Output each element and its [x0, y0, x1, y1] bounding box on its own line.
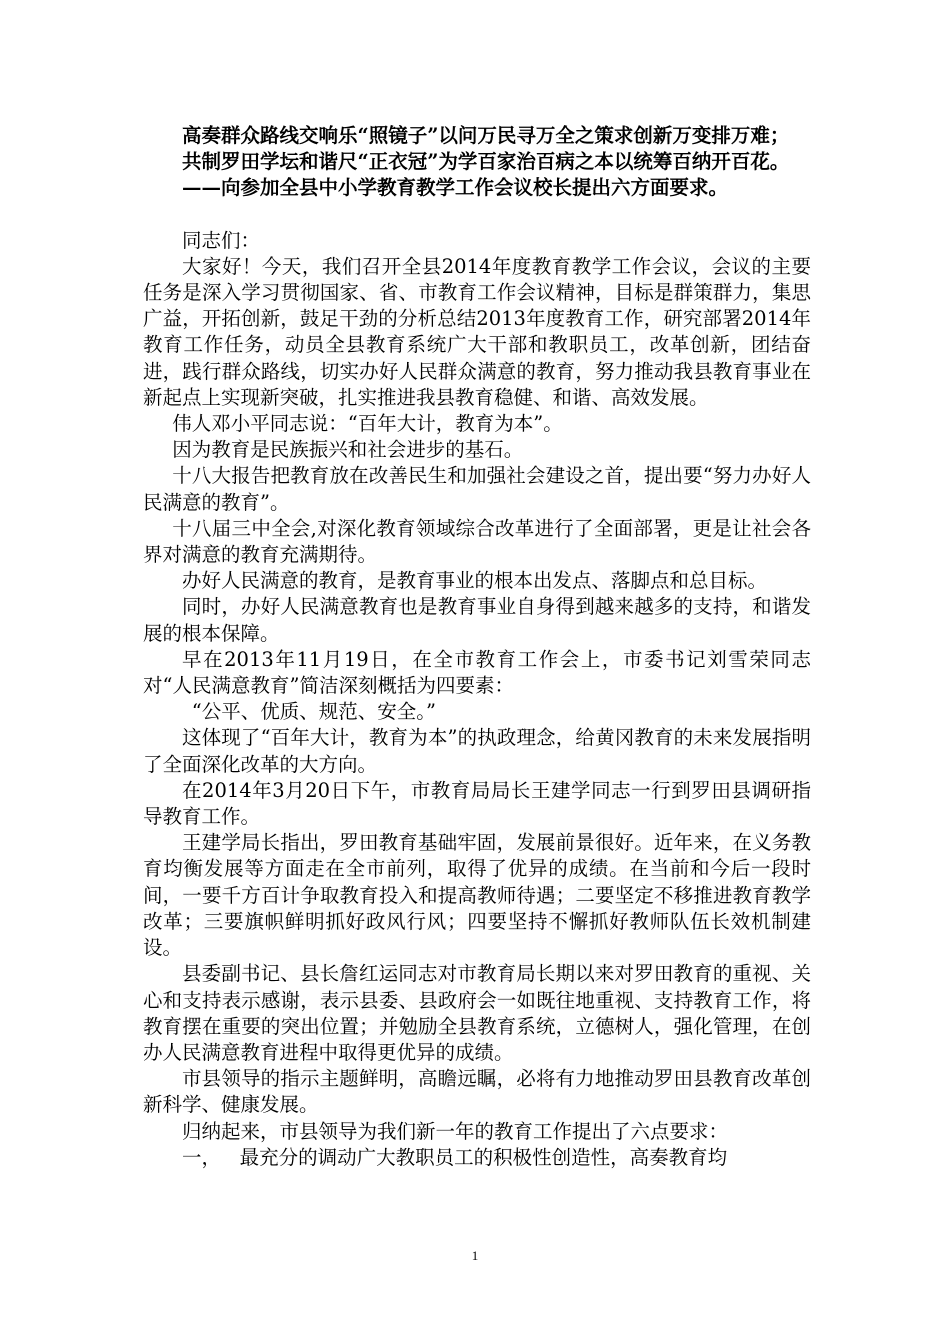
paragraph: 十八大报告把教育放在改善民生和加强社会建设之首，提出要“努力办好人民满意的教育”。 [143, 464, 811, 514]
document-body [143, 123, 811, 1171]
paragraph: 伟人邓小平同志说：“百年大计，教育为本”。 [172, 412, 563, 436]
heading-subtitle: ——向参加全县中小学教育教学工作会议校长提出六方面要求。 [182, 176, 729, 200]
paragraph: 大家好！今天，我们召开全县2014年度教育教学工作会议，会议的主要任务是深入学习贯彻国家、省、市教育工作会议精神，目标是群策群力，集思广益，开拓创新，鼓足干劲的分析总结2013年度教育工作，研究部署2014年教育工作任务，动员全县教育系统广大干部和教职员工，改革创新，团结奋进，践行群众路线，切实办好人民群众满意的教育，努力推动我县教育事业在新起点上实现新突破，扎实推进我县教育稳健、和谐、高效发展。 [143, 254, 811, 409]
paragraph: 在2014年3月20日下午，市教育局局长王建学同志一行到罗田县调研指导教育工作。 [143, 778, 811, 829]
paragraph: 市县领导的指示主题鲜明，高瞻远瞩，必将有力地推动罗田县教育改革创新科学、健康发展。 [143, 1067, 811, 1117]
heading-line-2: 共制罗田学坛和谐尺“正衣冠”为学百家治百病之本以统筹百纳开百花。 [182, 150, 790, 174]
paragraph: 这体现了“百年大计，教育为本”的执政理念，给黄冈教育的未来发展指明了全面深化改革的大方向。 [143, 726, 811, 776]
paragraph: 归纳起来，市县领导为我们新一年的教育工作提出了六点要求： [182, 1119, 729, 1143]
paragraph: 早在2013年11月19日，在全市教育工作会上，市委书记刘雪荣同志对“人民满意教育”简洁深刻概括为四要素： [143, 647, 811, 698]
paragraph: 办好人民满意的教育，是教育事业的根本出发点、落脚点和总目标。 [182, 569, 768, 593]
quote-line: “公平、优质、规范、安全。” [191, 700, 436, 724]
paragraph: 十八届三中全会,对深化教育领域综合改革进行了全面部署，更是让社会各界对满意的教育充满期待。 [143, 516, 811, 567]
paragraph: 因为教育是民族振兴和社会进步的基石。 [172, 438, 524, 462]
heading-line-1: 高奏群众路线交响乐“照镜子”以问万民寻万全之策求创新万变排万难； [182, 124, 790, 147]
salutation: 同志们： [182, 228, 261, 252]
blank-line [143, 202, 811, 228]
paragraph: 王建学局长指出，罗田教育基础牢固，发展前景很好。近年来，在义务教育均衡发展等方面走在全市前列，取得了优异的成绩。在当前和今后一段时间，一要千方百计争取教育投入和提高教师待遇；二要坚定不移推进教育教学改革；三要旗帜鲜明抓好政风行风；四要坚持不懈抓好教师队伍长效机制建设。 [143, 831, 811, 960]
paragraph: 一， 最充分的调动广大教职员工的积极性创造性，高奏教育均 [182, 1145, 728, 1169]
paragraph: 同时，办好人民满意教育也是教育事业自身得到越来越多的支持，和谐发展的根本保障。 [143, 595, 811, 645]
page-number: 1 [471, 1248, 479, 1263]
paragraph: 县委副书记、县长詹红运同志对市教育局长期以来对罗田教育的重视、关心和支持表示感谢，表示县委、县政府会一如既往地重视、支持教育工作，将教育摆在重要的突出位置；并勉励全县教育系统，立德树人，强化管理，在创办人民满意教育进程中取得更优异的成绩。 [143, 962, 811, 1064]
